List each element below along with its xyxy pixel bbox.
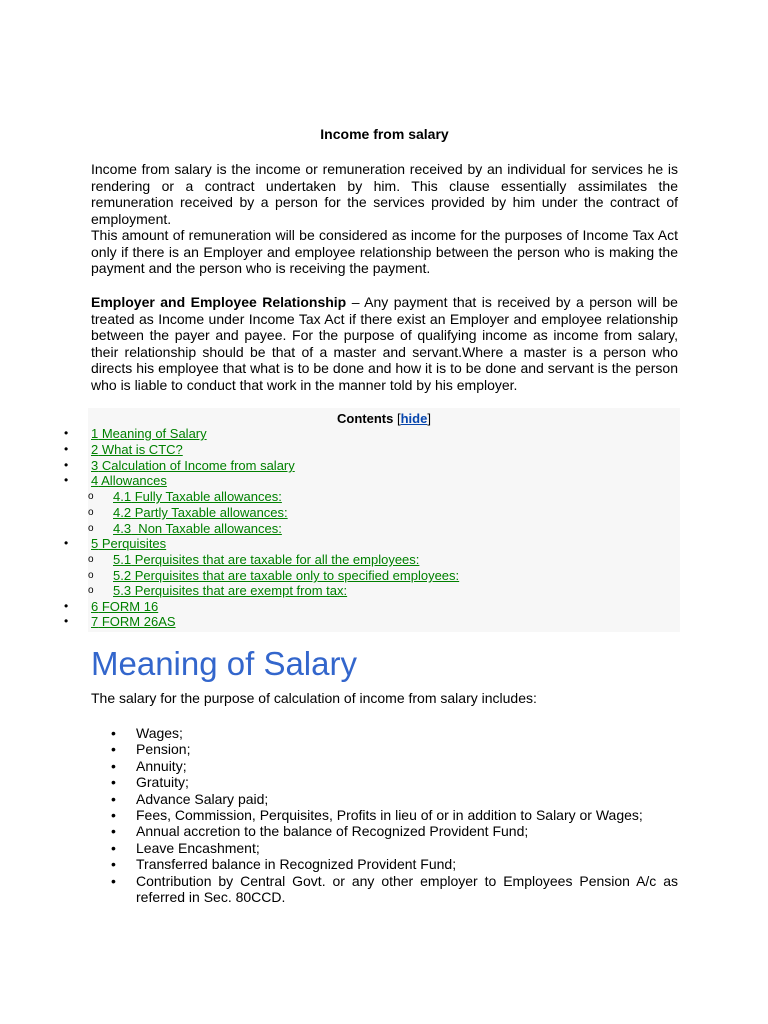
toc-item[interactable] xyxy=(91,614,176,629)
paragraph-definition: Income from salary is the income or remuneration received by an individual for services he is rendering or a contract undertaken by him. This clause essentially assimilates the remuneration received by a person for the services provided by him under the contract of employment. xyxy=(91,161,678,227)
paragraph-employer-relationship xyxy=(91,294,678,393)
toc-item-number: 4 xyxy=(91,473,99,488)
toc-item[interactable] xyxy=(113,489,282,504)
list-item xyxy=(91,823,678,839)
bullet-icon: • xyxy=(111,725,116,741)
toc-item-label: Allowances xyxy=(98,473,167,488)
toc-item-number: 5.2 xyxy=(113,568,132,583)
toc-item-number: 4.3 xyxy=(113,521,132,536)
toc-item-label: Perquisites that are exempt from tax: xyxy=(131,583,348,598)
list-item-text: Leave Encashment; xyxy=(136,839,260,856)
toc-link[interactable] xyxy=(91,536,166,551)
list-item xyxy=(91,840,678,856)
toc-bracket-close: ] xyxy=(427,411,431,426)
toc-link[interactable] xyxy=(91,599,158,614)
toc-item-number: 4.1 xyxy=(113,489,132,504)
list-item-text: Annuity; xyxy=(136,757,187,774)
toc-link[interactable] xyxy=(91,426,207,441)
toc-item-label: What is CTC? xyxy=(98,442,183,457)
toc-item-number: 4.2 xyxy=(113,505,132,520)
toc-hide-link[interactable]: hide xyxy=(400,411,428,426)
paragraph-lead: Employer and Employee Relationship xyxy=(91,294,347,310)
toc-item-label: Partly Taxable allowances: xyxy=(131,505,288,520)
list-item-text: Annual accretion to the balance of Recognized Provident Fund; xyxy=(136,823,529,840)
bullet-icon: • xyxy=(111,839,116,856)
list-item-text: Fees, Commission, Perquisites, Profits in lieu of or in addition to Salary or Wages; xyxy=(136,807,643,824)
toc-item[interactable] xyxy=(113,568,459,583)
bullet-icon: • xyxy=(111,757,116,774)
list-item-text: Wages; xyxy=(136,725,183,741)
list-item-text: Contribution by Central Govt. or any other employer to Employees Pension A/c as referred in Sec. 80CCD. xyxy=(136,872,678,906)
bullet-icon: • xyxy=(111,741,116,758)
toc-item[interactable] xyxy=(113,552,419,567)
toc-item[interactable] xyxy=(91,599,158,614)
toc-link[interactable] xyxy=(91,458,295,473)
list-item xyxy=(91,741,678,757)
bullet-icon: • xyxy=(111,774,116,791)
table-of-contents xyxy=(64,408,680,632)
toc-bullet: • xyxy=(64,458,69,472)
toc-item-label: FORM 26AS xyxy=(98,614,176,629)
toc-item-number: 1 xyxy=(91,426,99,441)
toc-title: Contents xyxy=(337,411,394,426)
salary-components-list xyxy=(91,725,678,905)
toc-item[interactable] xyxy=(113,505,288,520)
toc-item[interactable] xyxy=(113,583,347,598)
bullet-icon: • xyxy=(111,807,116,824)
toc-link[interactable] xyxy=(91,614,176,629)
toc-item[interactable] xyxy=(91,458,295,473)
list-item xyxy=(91,774,678,790)
list-item xyxy=(91,807,678,823)
list-item-text: Advance Salary paid; xyxy=(136,790,269,807)
toc-sub-bullet: o xyxy=(88,491,94,502)
toc-sub-bullet: o xyxy=(88,585,94,596)
toc-sub-bullet: o xyxy=(88,523,94,534)
list-item-text: Gratuity; xyxy=(136,774,189,791)
bullet-icon: • xyxy=(111,856,116,873)
toc-item-label: Perquisites that are taxable for all the employees: xyxy=(131,552,420,567)
paragraph-body: – Any payment that is received by a person will be treated as Income under Income Tax Act if there exist an Employer and employee relationship between the payer and payee. For the purpose of qualifying income as income from salary, their relationship should be that of a master and servant.Where a master is a person who directs his employee that what is to be done and how it is to be done and servant is the person who is liable to conduct that work in the manner told by his employer. xyxy=(91,294,678,393)
toc-bullet: • xyxy=(64,426,69,440)
toc-item[interactable] xyxy=(91,473,167,488)
list-item xyxy=(91,725,678,741)
toc-item-label: Perquisites xyxy=(98,536,167,551)
toc-bullet: • xyxy=(64,473,69,487)
toc-item-number: 5.1 xyxy=(113,552,132,567)
toc-link[interactable] xyxy=(91,442,183,457)
document-title: Income from salary xyxy=(320,126,449,142)
toc-item-label: Perquisites that are taxable only to specified employees: xyxy=(131,568,460,583)
bullet-icon: • xyxy=(111,790,116,807)
toc-bullet: • xyxy=(64,599,69,613)
toc-item[interactable] xyxy=(91,442,183,457)
list-item xyxy=(91,758,678,774)
toc-bullet: • xyxy=(64,442,69,456)
list-item xyxy=(91,873,678,906)
toc-sub-bullet: o xyxy=(88,554,94,565)
bullet-icon: • xyxy=(111,872,116,889)
toc-item-label: FORM 16 xyxy=(98,599,159,614)
toc-item-label: Calculation of Income from salary xyxy=(98,458,295,473)
toc-sub-bullet: o xyxy=(88,570,94,581)
list-item-text: Transferred balance in Recognized Provident Fund; xyxy=(136,856,457,873)
toc-link[interactable] xyxy=(113,489,282,504)
toc-bracket-open: [ xyxy=(396,411,401,426)
toc-item-label: Fully Taxable allowances: xyxy=(131,489,282,504)
toc-bullet: • xyxy=(64,614,69,628)
section-heading: Meaning of Salary xyxy=(91,645,357,682)
toc-item-label: Non Taxable allowances: xyxy=(131,521,282,536)
toc-link[interactable] xyxy=(113,583,347,598)
toc-link[interactable] xyxy=(113,505,288,520)
toc-item-number: 6 xyxy=(91,599,99,614)
toc-item-number: 5 xyxy=(91,536,99,551)
bullet-icon: • xyxy=(111,823,116,840)
section-intro: The salary for the purpose of calculation of income from salary includes: xyxy=(91,690,537,706)
list-item-text: Pension; xyxy=(136,741,191,758)
paragraph-remuneration: This amount of remuneration will be considered as income for the purposes of Income Tax Act only if there is an Employer and employee relationship between the person who is making the payment and the person who is receiving the payment. xyxy=(91,227,678,276)
toc-sub-bullet: o xyxy=(88,507,94,518)
toc-link[interactable] xyxy=(113,568,459,583)
toc-item[interactable] xyxy=(113,521,282,536)
toc-link[interactable] xyxy=(113,521,282,536)
toc-item[interactable] xyxy=(91,426,207,441)
toc-item[interactable] xyxy=(91,536,166,551)
toc-item-number: 7 xyxy=(91,614,99,629)
toc-header xyxy=(88,411,680,427)
list-item xyxy=(91,856,678,872)
list-item xyxy=(91,791,678,807)
toc-item-number: 3 xyxy=(91,458,99,473)
toc-link[interactable] xyxy=(113,552,419,567)
toc-item-label: Meaning of Salary xyxy=(98,426,207,441)
toc-item-number: 5.3 xyxy=(113,583,132,598)
toc-link[interactable] xyxy=(91,473,167,488)
toc-bullet: • xyxy=(64,536,69,550)
toc-item-number: 2 xyxy=(91,442,99,457)
